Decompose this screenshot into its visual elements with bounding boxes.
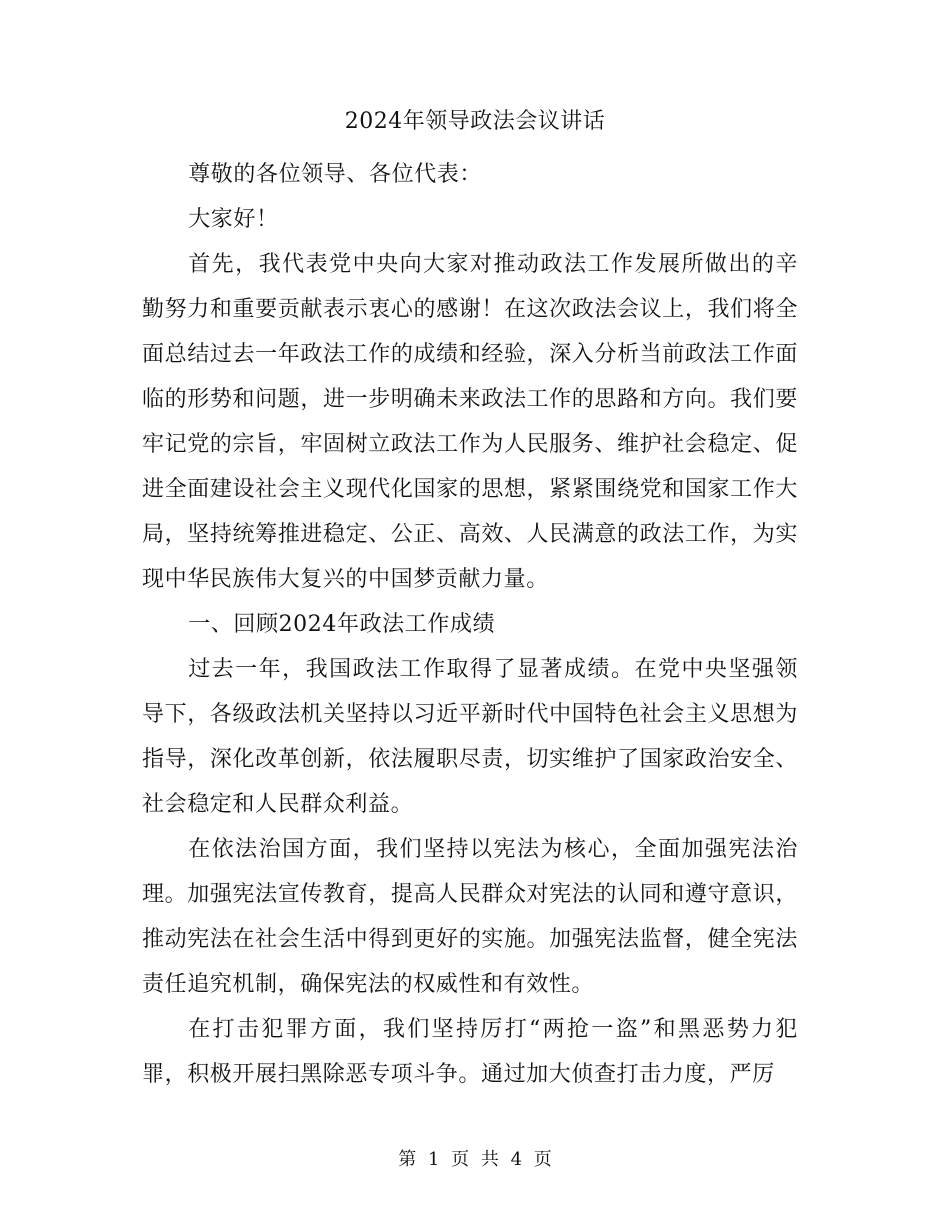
section-heading: 一、回顾2024年政法工作成绩	[188, 612, 496, 637]
body-paragraph: 过去一年，我国政法工作取得了显著成绩。在党中央坚强领导下，各级政法机关坚持以习近平新时代中国特色社会主义思想为指导，深化改革创新，依法履职尽责，切实维护了国家政治安全、社会稳定和人民群众利益。	[142, 657, 798, 817]
document-body	[142, 152, 798, 1097]
body-paragraph: 在打击犯罪方面，我们坚持厉打“两抢一盗”和黑恶势力犯罪，积极开展扫黑除恶专项斗争。通过加大侦查打击力度，严厉	[142, 1017, 798, 1087]
salutation-paragraph: 尊敬的各位领导、各位代表：	[188, 162, 482, 187]
body-paragraph: 在依法治国方面，我们坚持以宪法为核心，全面加强宪法治理。加强宪法宣传教育，提高人民群众对宪法的认同和遵守意识，推动宪法在社会生活中得到更好的实施。加强宪法监督，健全宪法责任追究机制，确保宪法的权威性和有效性。	[142, 837, 798, 997]
page-footer: 第 1 页 共 4 页	[398, 1149, 552, 1170]
document-title: 2024年领导政法会议讲话	[344, 109, 606, 134]
intro-paragraph: 首先，我代表党中央向大家对推动政法工作发展所做出的辛勤努力和重要贡献表示衷心的感谢！在这次政法会议上，我们将全面总结过去一年政法工作的成绩和经验，深入分析当前政法工作面临的形势和问题，进一步明确未来政法工作的思路和方向。我们要牢记党的宗旨，牢固树立政法工作为人民服务、维护社会稳定、促进全面建设社会主义现代化国家的思想，紧紧围绕党和国家工作大局，坚持统筹推进稳定、公正、高效、人民满意的政法工作，为实现中华民族伟大复兴的中国梦贡献力量。	[142, 252, 798, 592]
greeting-paragraph: 大家好！	[188, 207, 279, 232]
